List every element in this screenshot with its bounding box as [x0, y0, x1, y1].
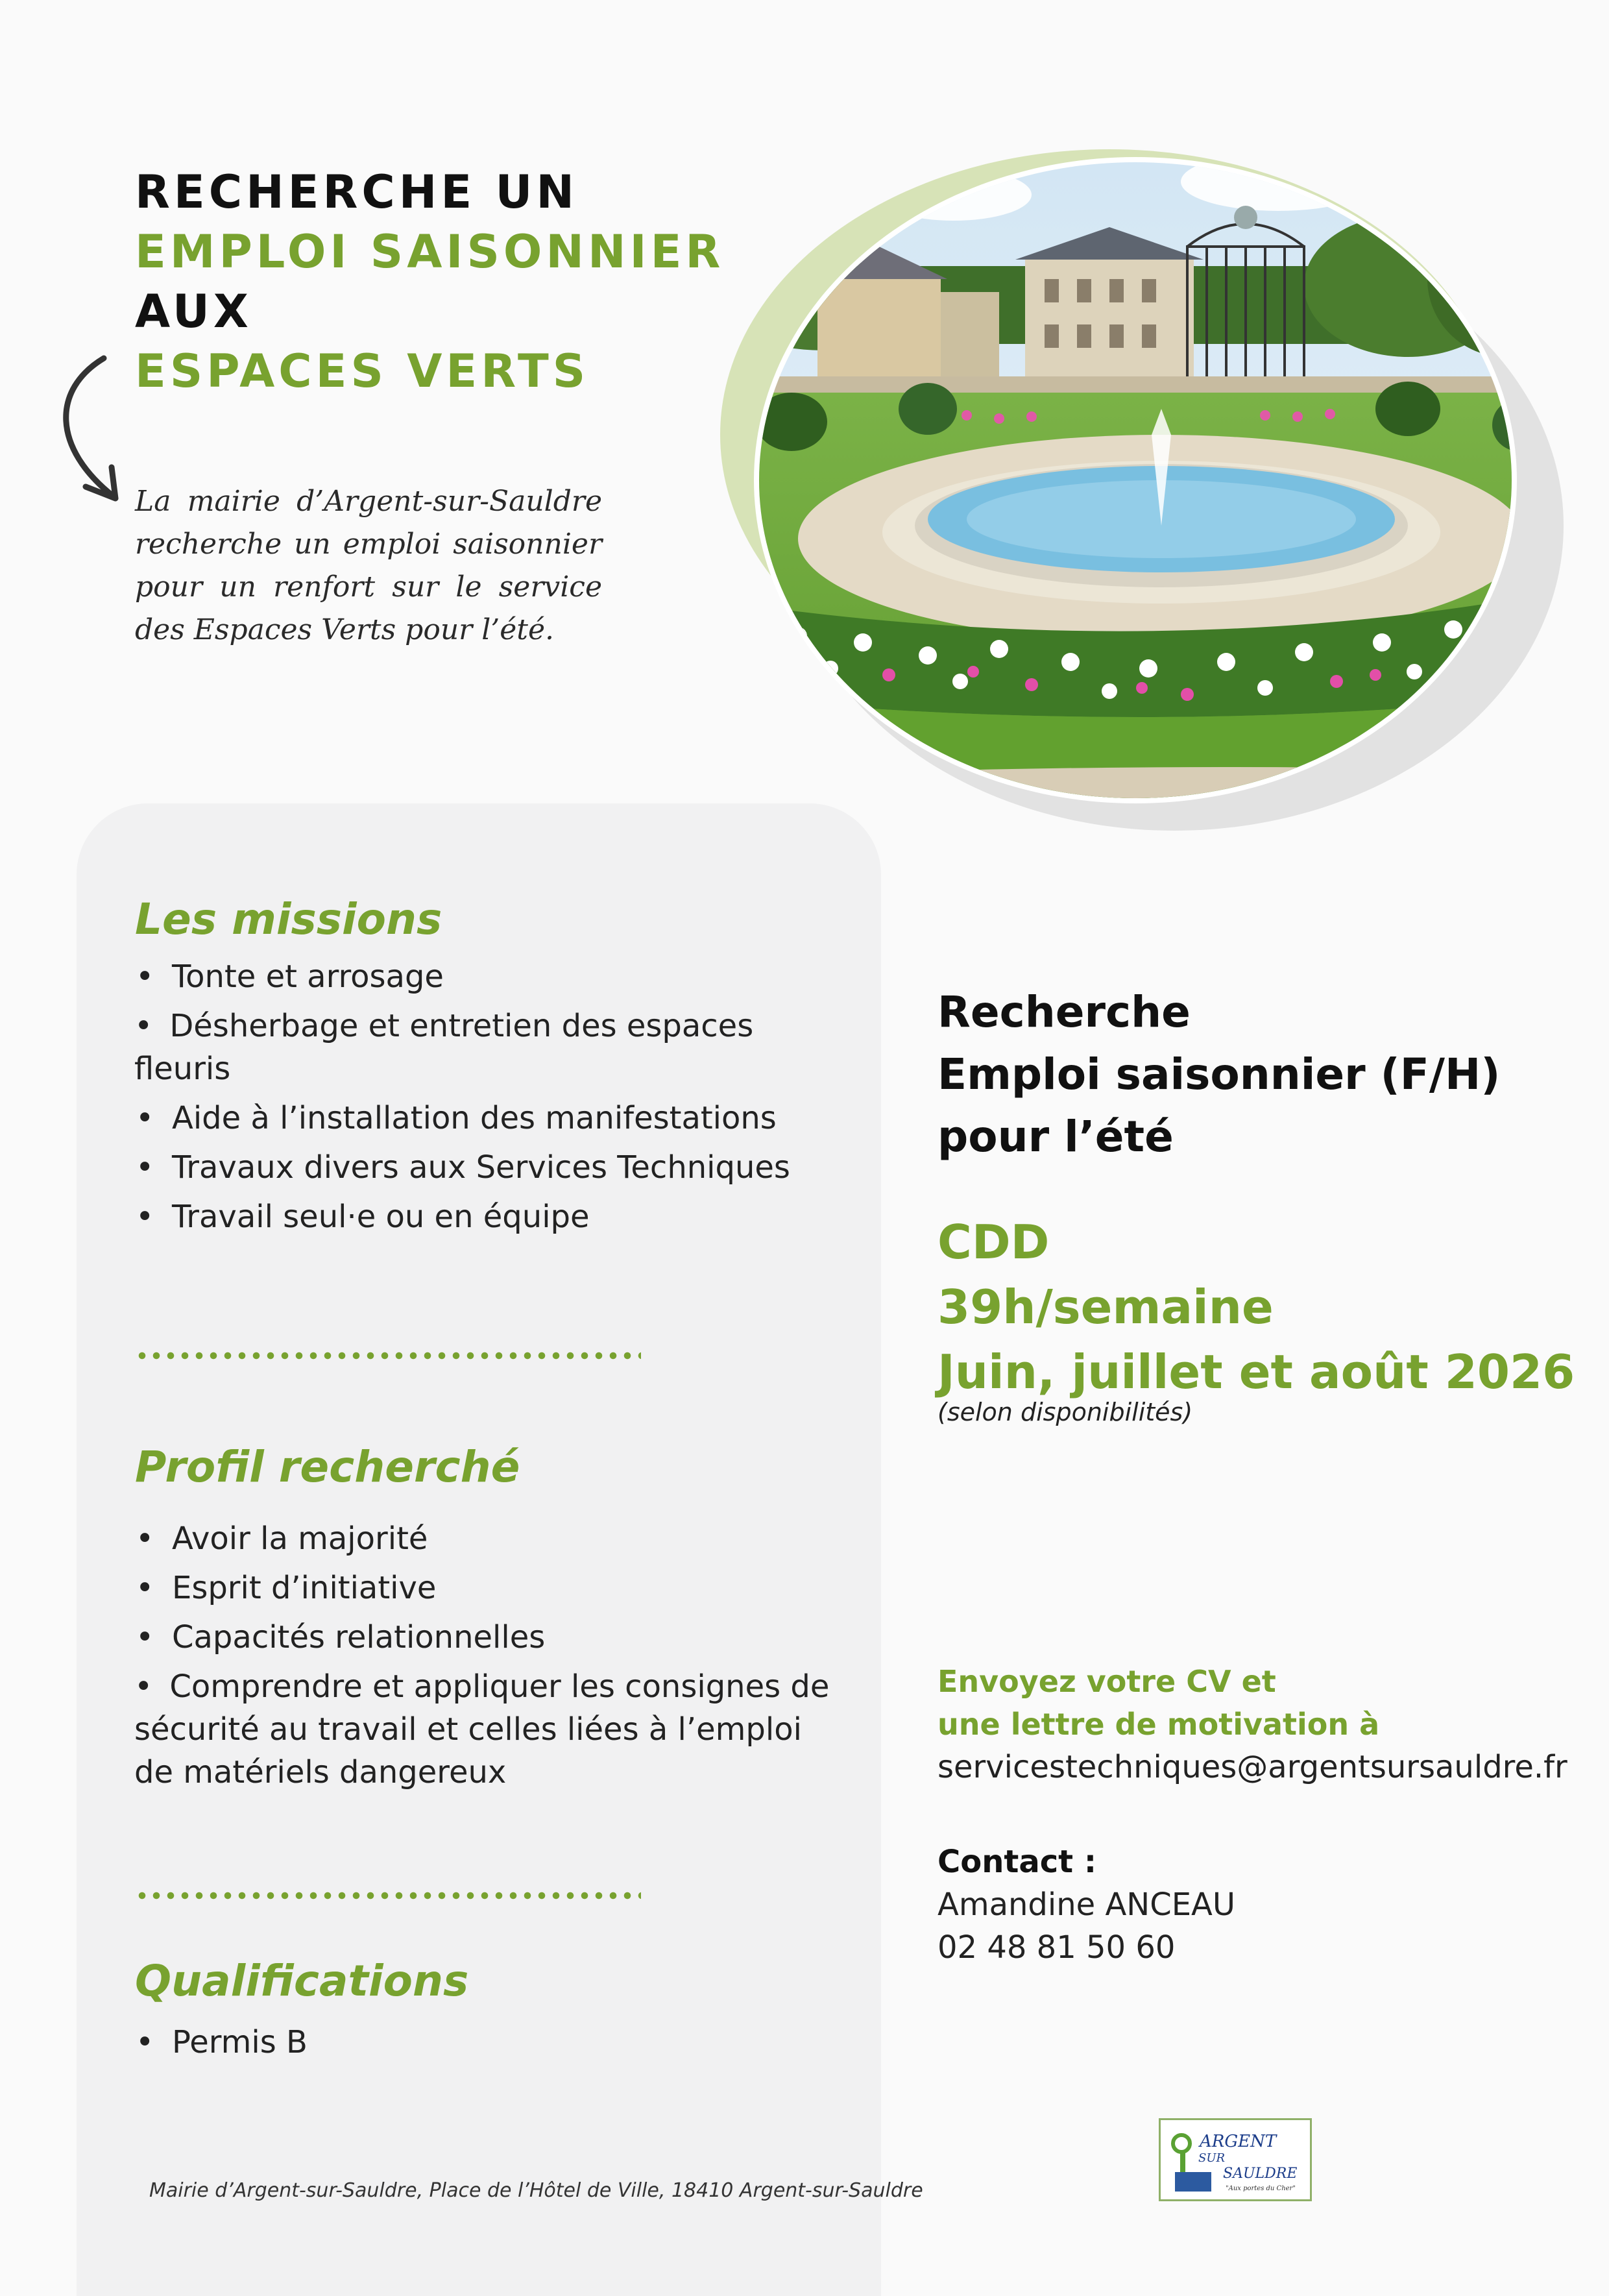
- list-item: [134, 1665, 847, 1794]
- contract-type: CDD: [938, 1215, 1050, 1269]
- logo-text-argent: ARGENT: [1200, 2132, 1277, 2151]
- headline-line-4: ESPACES VERTS: [135, 345, 590, 398]
- list-item: • Aide à l’installation des manifestations: [172, 1097, 847, 1140]
- list-item: • Capacités relationnelles: [172, 1616, 847, 1659]
- dotted-divider: [135, 1351, 641, 1360]
- contact-label: Contact :: [938, 1844, 1097, 1880]
- work-period: Juin, juillet et août 2026: [938, 1345, 1575, 1399]
- headline: [135, 162, 724, 401]
- dotted-divider: [135, 1891, 641, 1900]
- apply-line-1: Envoyez votre CV et: [938, 1664, 1276, 1699]
- profil-list: [134, 1517, 847, 1800]
- logo-text-sauldre: SAULDRE: [1223, 2166, 1298, 2182]
- list-item: • Avoir la majorité: [172, 1517, 847, 1560]
- missions-list: [134, 955, 847, 1245]
- offer-title-line-2: Emploi saisonnier (F/H): [938, 1049, 1501, 1099]
- footer-address: Mairie d’Argent-sur-Sauldre, Place de l’Hôtel de Ville, 18410 Argent-sur-Sauldre: [149, 2179, 923, 2202]
- apply-line-2: une lettre de motivation à: [938, 1707, 1380, 1742]
- offer-title-line-1: Recherche: [938, 987, 1191, 1037]
- missions-title: Les missions: [135, 894, 442, 944]
- town-logo: [1159, 2118, 1312, 2201]
- list-item-text: Désherbage et entretien des espaces fleuris: [134, 1008, 754, 1087]
- availability-note: (selon disponibilités): [938, 1398, 1193, 1426]
- offer-title-line-3: pour l’été: [938, 1112, 1174, 1162]
- logo-text-sur: SUR: [1198, 2151, 1226, 2165]
- headline-line-1: RECHERCHE UN: [135, 165, 578, 219]
- garden-photo: [694, 71, 1564, 837]
- profil-title: Profil recherché: [135, 1442, 520, 1492]
- logo-block-shape: [1175, 2172, 1211, 2192]
- list-item: • Travaux divers aux Services Techniques: [172, 1146, 847, 1189]
- qualifications-list: [172, 2021, 847, 2070]
- logo-ring-shape: [1171, 2133, 1192, 2154]
- curved-arrow-icon: [39, 350, 136, 513]
- headline-line-2: EMPLOI SAISONNIER: [135, 225, 725, 278]
- list-item: [134, 1005, 847, 1090]
- apply-email-link[interactable]: servicestechniques@argentsursauldre.fr: [938, 1749, 1567, 1785]
- weekly-hours: 39h/semaine: [938, 1280, 1274, 1334]
- contact-phone[interactable]: 02 48 81 50 60: [938, 1929, 1176, 1966]
- list-item: • Esprit d’initiative: [172, 1567, 847, 1609]
- contact-name: Amandine ANCEAU: [938, 1887, 1235, 1923]
- contact-block: [938, 1840, 1235, 1969]
- list-item: • Travail seul·e ou en équipe: [172, 1195, 847, 1238]
- list-item: • Permis B: [172, 2021, 847, 2064]
- headline-line-3: AUX: [135, 285, 252, 338]
- intro-text: La mairie d’Argent-sur-Sauldre recherche un emploi saisonnier pour un renfort sur le service des Espaces Verts pour l’été.: [135, 485, 602, 646]
- apply-instructions: [938, 1660, 1567, 1789]
- list-item-text: Comprendre et appliquer les consignes de sécurité au travail et celles liées à l’emploi de matériels dangereux: [134, 1668, 830, 1790]
- offer-title: [938, 981, 1500, 1168]
- list-item: • Tonte et arrosage: [172, 955, 847, 998]
- garden-photo-illustration: [694, 71, 1564, 837]
- offer-terms: [938, 1210, 1575, 1404]
- qualifications-title: Qualifications: [135, 1956, 469, 2006]
- logo-tagline: "Aux portes du Cher": [1226, 2185, 1296, 2192]
